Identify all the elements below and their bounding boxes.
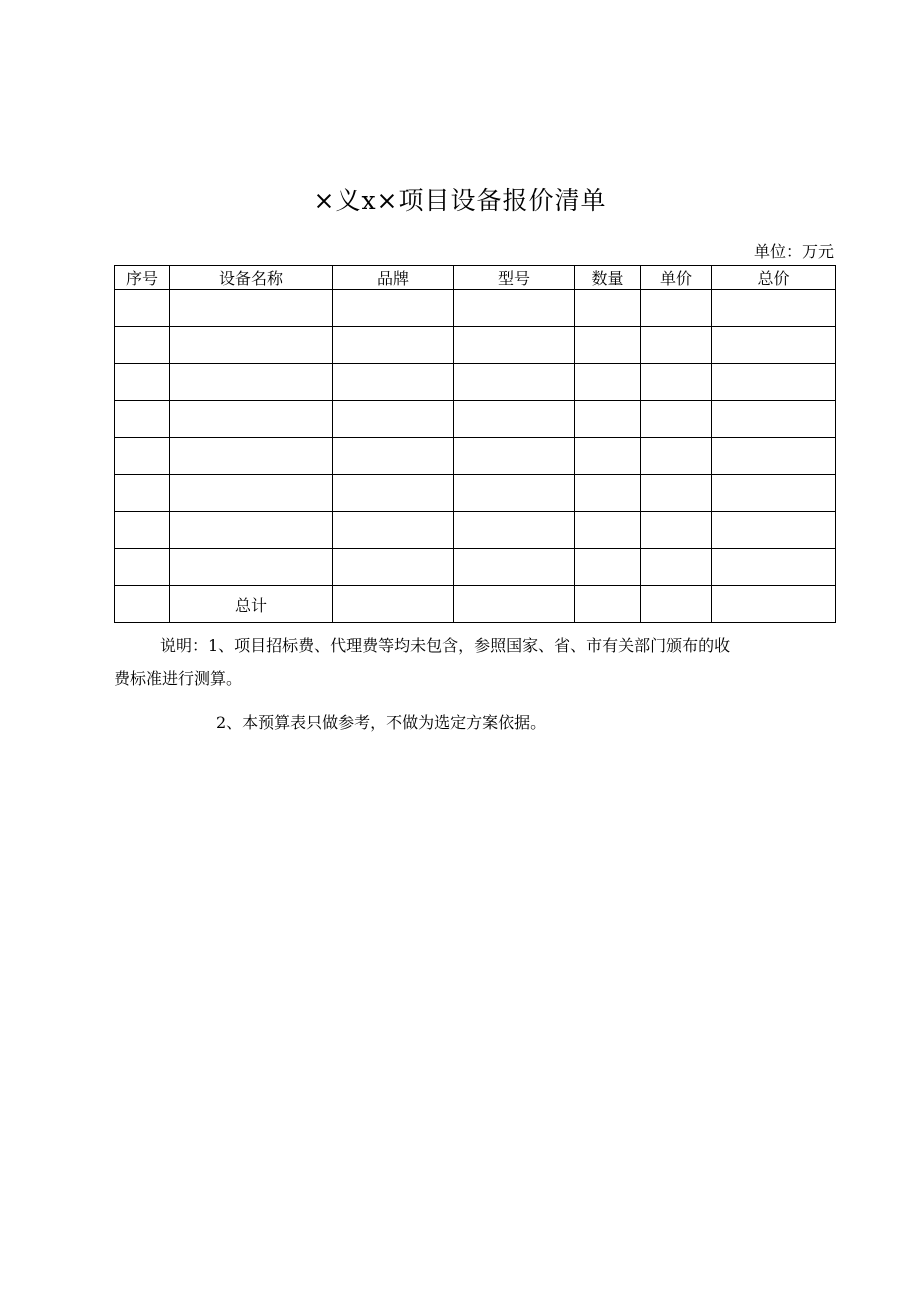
table-cell[interactable] [454,586,575,623]
table-cell[interactable] [333,512,454,549]
table-cell[interactable] [454,364,575,401]
table-row [115,327,836,364]
table-cell[interactable] [641,512,712,549]
table-cell[interactable] [170,549,333,586]
header-unit-price: 单价 [641,266,712,290]
table-cell[interactable] [115,327,170,364]
quote-table [114,265,836,623]
table-cell[interactable] [712,364,836,401]
table-cell[interactable] [575,401,641,438]
document-title: ×义x×项目设备报价清单 [313,186,607,215]
table-cell[interactable] [641,364,712,401]
table-cell[interactable] [333,290,454,327]
table-cell[interactable] [641,290,712,327]
header-total-price: 总价 [712,266,836,290]
table-cell[interactable] [712,438,836,475]
table-cell[interactable] [115,512,170,549]
table-cell[interactable] [712,327,836,364]
table-cell[interactable] [712,586,836,623]
table-cell[interactable] [712,475,836,512]
note-1-line-2: 费标准进行测算。 [114,669,243,688]
table-cell[interactable] [575,364,641,401]
table-cell[interactable] [712,401,836,438]
table-cell[interactable] [170,364,333,401]
table-row [115,512,836,549]
table-cell[interactable] [115,586,170,623]
table-row-total [115,586,836,623]
table-cell[interactable] [333,401,454,438]
table-row [115,401,836,438]
table-cell[interactable] [641,438,712,475]
table-cell[interactable] [641,549,712,586]
table-cell[interactable] [575,475,641,512]
table-cell[interactable] [712,290,836,327]
table-cell[interactable] [454,327,575,364]
table-cell[interactable] [170,401,333,438]
table-cell[interactable] [712,512,836,549]
header-model: 型号 [454,266,575,290]
note-2: 2、本预算表只做参考，不做为选定方案依据。 [216,713,547,732]
note-1-line-1: 说明：1、项目招标费、代理费等均未包含，参照国家、省、市有关部门颁布的收 [160,636,731,655]
table-cell[interactable] [170,438,333,475]
header-equipment-name: 设备名称 [170,266,333,290]
table-row [115,549,836,586]
table-cell[interactable] [575,290,641,327]
table-cell[interactable] [712,549,836,586]
table-row [115,438,836,475]
table-cell[interactable] [115,290,170,327]
table-cell[interactable] [333,327,454,364]
table-cell[interactable] [170,290,333,327]
table-cell[interactable] [641,401,712,438]
table-cell[interactable] [170,512,333,549]
table-cell[interactable] [333,438,454,475]
table-cell[interactable] [575,327,641,364]
table-cell[interactable] [454,512,575,549]
unit-label: 单位：万元 [753,242,834,261]
table-body [115,290,836,623]
table-cell[interactable] [575,549,641,586]
table-cell[interactable] [454,290,575,327]
header-brand: 品牌 [333,266,454,290]
table-cell[interactable] [170,475,333,512]
table-row [115,290,836,327]
total-label: 总计 [170,586,333,623]
table-cell[interactable] [333,549,454,586]
table-cell[interactable] [454,549,575,586]
table-cell[interactable] [454,401,575,438]
table-cell[interactable] [454,438,575,475]
table-cell[interactable] [575,512,641,549]
table-cell[interactable] [641,475,712,512]
table-cell[interactable] [115,549,170,586]
table-cell[interactable] [115,401,170,438]
table-row [115,364,836,401]
table-cell[interactable] [170,327,333,364]
table-cell[interactable] [641,586,712,623]
header-quantity: 数量 [575,266,641,290]
table-cell[interactable] [641,327,712,364]
table-cell[interactable] [333,475,454,512]
table-cell[interactable] [454,475,575,512]
table-cell[interactable] [115,475,170,512]
table-cell[interactable] [575,586,641,623]
table-cell[interactable] [333,586,454,623]
header-serial-number: 序号 [115,266,170,290]
table-cell[interactable] [115,364,170,401]
table-cell[interactable] [575,438,641,475]
table-row [115,475,836,512]
table-cell[interactable] [333,364,454,401]
table-header-row [115,266,836,290]
table-cell[interactable] [115,438,170,475]
